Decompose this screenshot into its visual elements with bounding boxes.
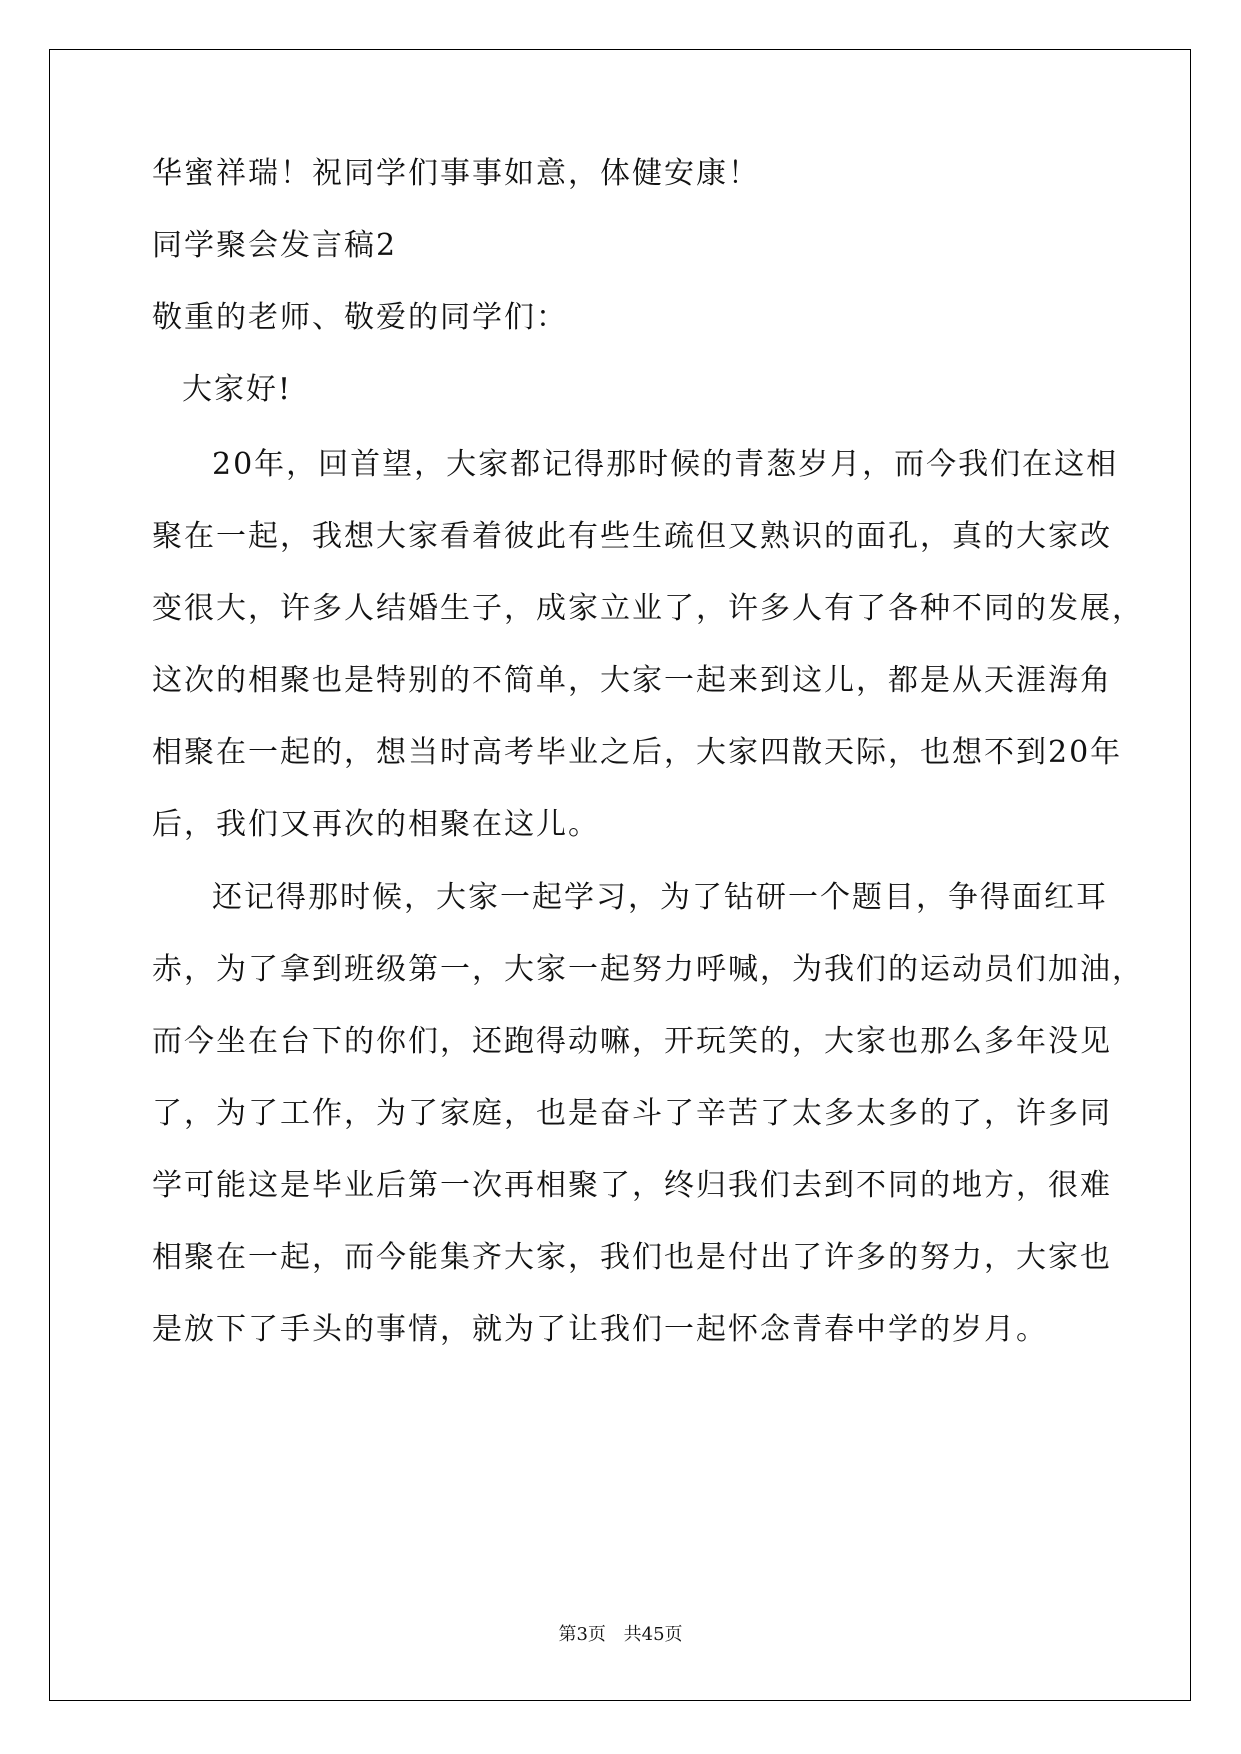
paragraph-2-line-7: 是放下了手头的事情，就为了让我们一起怀念青春中学的岁月。 <box>152 1312 1048 1347</box>
section-title: 同学聚会发言稿2 <box>152 228 398 263</box>
page-total: 共45页 <box>623 1624 683 1645</box>
paragraph-2-line-5: 学可能这是毕业后第一次再相聚了，终归我们去到不同的地方，很难 <box>152 1168 1112 1203</box>
page-border <box>49 49 1191 1701</box>
paragraph-1-line-5: 相聚在一起的，想当时高考毕业之后，大家四散天际，也想不到20年 <box>152 735 1123 770</box>
paragraph-1-line-1: 20年，回首望，大家都记得那时候的青葱岁月，而今我们在这相 <box>212 447 1119 482</box>
paragraph-2-line-2: 赤，为了拿到班级第一，大家一起努力呼喊，为我们的运动员们加油， <box>152 952 1144 987</box>
salutation: 敬重的老师、敬爱的同学们： <box>152 300 568 335</box>
greeting: 大家好! <box>182 372 293 407</box>
paragraph-1-line-4: 这次的相聚也是特别的不简单，大家一起来到这儿，都是从天涯海角 <box>152 663 1112 698</box>
paragraph-1-line-6: 后，我们又再次的相聚在这儿。 <box>152 807 600 842</box>
paragraph-2-line-4: 了，为了工作，为了家庭，也是奋斗了辛苦了太多太多的了，许多同 <box>152 1096 1112 1131</box>
page-number: 第3页 <box>558 1624 606 1645</box>
paragraph-1-line-3: 变很大，许多人结婚生子，成家立业了，许多人有了各种不同的发展， <box>152 591 1144 626</box>
paragraph-2-line-3: 而今坐在台下的你们，还跑得动嘛，开玩笑的，大家也那么多年没见 <box>152 1024 1112 1059</box>
paragraph-1-line-2: 聚在一起，我想大家看着彼此有些生疏但又熟识的面孔，真的大家改 <box>152 519 1112 554</box>
paragraph-2-line-6: 相聚在一起，而今能集齐大家，我们也是付出了许多的努力，大家也 <box>152 1240 1112 1275</box>
paragraph-2-line-1: 还记得那时候，大家一起学习，为了钻研一个题目，争得面红耳 <box>212 880 1108 915</box>
closing-line: 华蜜祥瑞！祝同学们事事如意，体健安康！ <box>152 156 760 191</box>
page-footer <box>0 1623 1241 1647</box>
